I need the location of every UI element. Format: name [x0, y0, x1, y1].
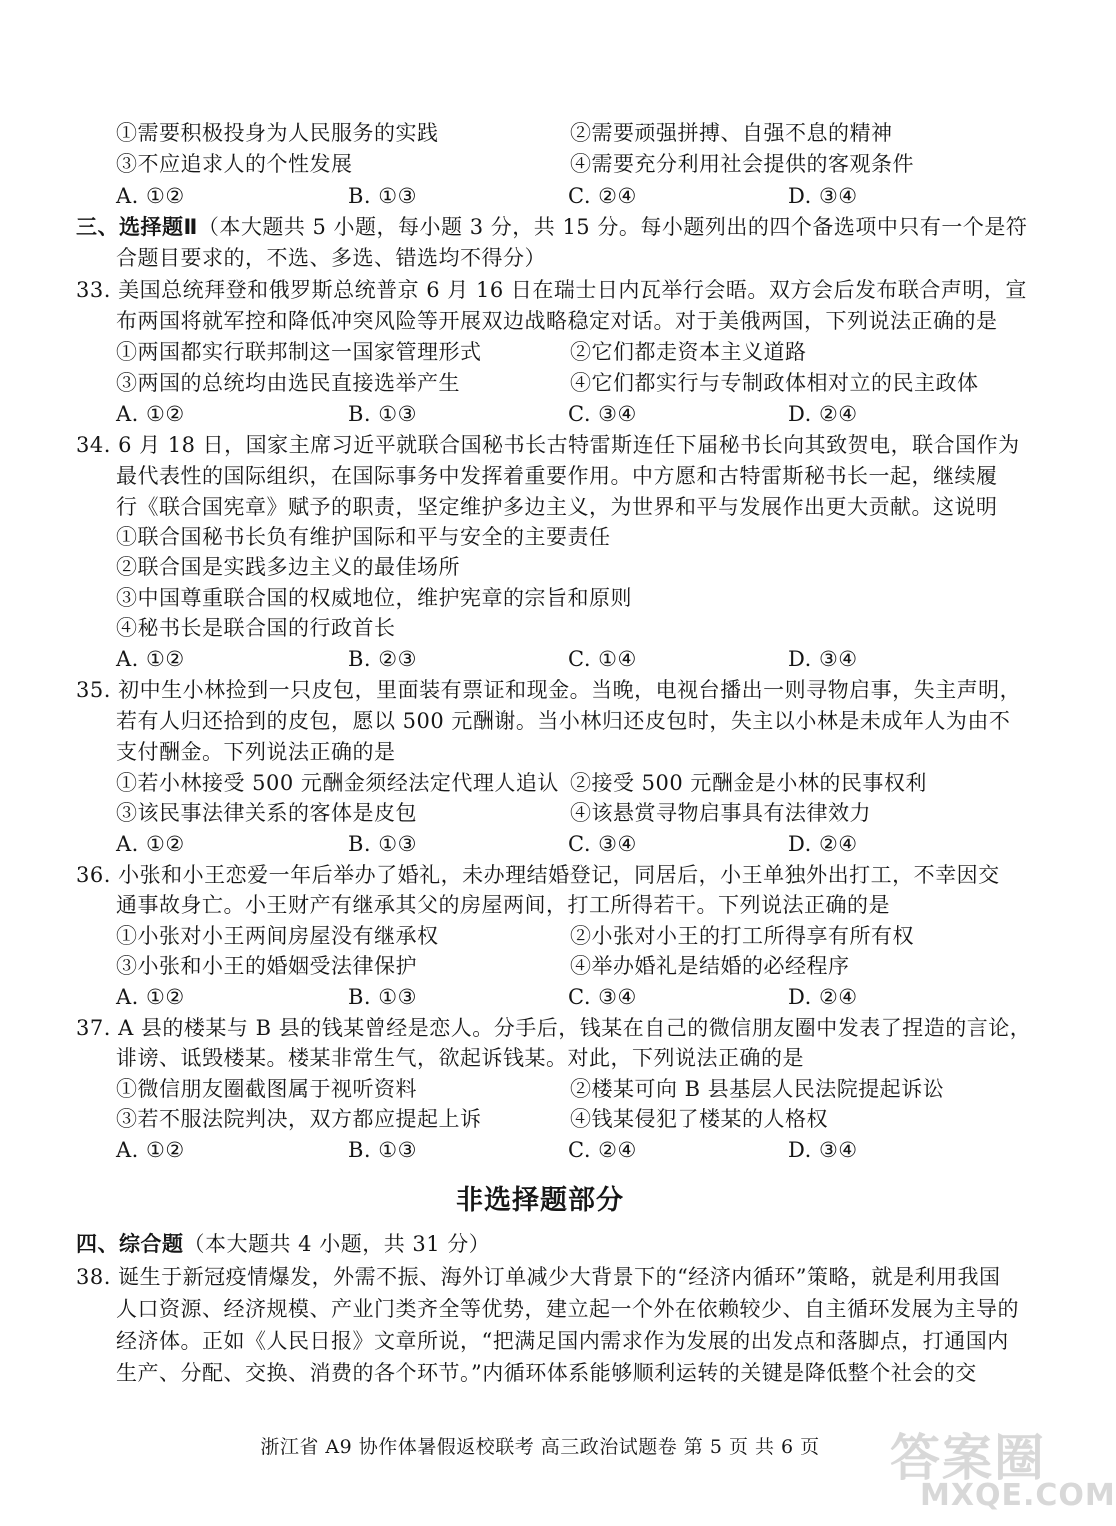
- q36-choice-d: D. ②④: [788, 985, 858, 1009]
- q33-stem: 33. 美国总统拜登和俄罗斯总统普京 6 月 16 日在瑞士日内瓦举行会晤。双方会后发布联合声明，宣: [76, 278, 1027, 302]
- q36-stem-cont: 通事故身亡。小王财产有继承其父的房屋两间，打工所得若干。下列说法正确的是: [116, 893, 890, 917]
- section-4-instructions: （本大题共 4 小题，共 31 分）: [183, 1232, 491, 1256]
- section-3-instructions: （本大题共 5 小题，每小题 3 分，共 15 分。每小题列出的四个备选项中只有一个是符: [197, 215, 1028, 239]
- q34-option-2: ②联合国是实践多边主义的最佳场所: [116, 555, 460, 579]
- q36-choice-c: C. ③④: [568, 985, 637, 1009]
- q35-stem-cont-2: 支付酬金。下列说法正确的是: [116, 740, 396, 764]
- q36-choice-a: A. ①②: [116, 985, 185, 1009]
- q35-choice-d: D. ②④: [788, 832, 858, 856]
- q34-stem: 34. 6 月 18 日，国家主席习近平就联合国秘书长古特雷斯连任下届秘书长向其致贺电，联合国作为: [76, 433, 1020, 457]
- q33-choice-c: C. ③④: [568, 402, 637, 426]
- watermark-url: MXQE.COM: [920, 1478, 1116, 1513]
- q33-choice-d: D. ②④: [788, 402, 858, 426]
- q37-stem-cont: 诽谤、诋毁楼某。楼某非常生气，欲起诉钱某。对此，下列说法正确的是: [116, 1046, 804, 1070]
- q35-option-1: ①若小林接受 500 元酬金须经法定代理人追认: [116, 771, 559, 795]
- q36-option-1: ①小张对小王两间房屋没有继承权: [116, 924, 439, 948]
- q36-option-4: ④举办婚礼是结婚的必经程序: [570, 954, 850, 978]
- q34-option-4: ④秘书长是联合国的行政首长: [116, 616, 396, 640]
- q34-choice-d: D. ③④: [788, 647, 858, 671]
- q37-choice-d: D. ③④: [788, 1138, 858, 1162]
- q35-choice-b: B. ①③: [348, 832, 417, 856]
- q38-stem-cont-3: 生产、分配、交换、消费的各个环节。”内循环体系能够顺利运转的关键是降低整个社会的交: [116, 1361, 977, 1385]
- q34-option-3: ③中国尊重联合国的权威地位，维护宪章的宗旨和原则: [116, 586, 632, 610]
- section-3-instructions-cont: 合题目要求的，不选、多选、错选均不得分）: [116, 246, 546, 270]
- q35-stem: 35. 初中生小林捡到一只皮包，里面装有票证和现金。当晚，电视台播出一则寻物启事，失主声明，: [76, 678, 1022, 702]
- option-2: ②需要顽强拼搏、自强不息的精神: [570, 121, 893, 145]
- q35-choice-a: A. ①②: [116, 832, 185, 856]
- q35-choice-c: C. ③④: [568, 832, 637, 856]
- q38-stem-cont-1: 人口资源、经济规模、产业门类齐全等优势，建立起一个外在依赖较少、自主循环发展为主导的: [116, 1297, 1019, 1321]
- q36-option-3: ③小张和小王的婚姻受法律保护: [116, 954, 417, 978]
- q33-option-2: ②它们都走资本主义道路: [570, 340, 807, 364]
- q38-stem: 38. 诞生于新冠疫情爆发，外需不振、海外订单减少大背景下的“经济内循环”策略，就是利用我国: [76, 1265, 1001, 1289]
- section-4-label: 四、综合题: [76, 1232, 184, 1256]
- section-4-heading: [76, 1229, 490, 1259]
- q37-stem: 37. A 县的楼某与 B 县的钱某曾经是恋人。分手后，钱某在自己的微信朋友圈中发表了捏造的言论，: [76, 1016, 1032, 1040]
- page-footer: 浙江省 A9 协作体暑假返校联考 高三政治试题卷 第 5 页 共 6 页: [260, 1436, 820, 1458]
- choice-d: D. ③④: [788, 184, 858, 208]
- watermark-logo: 答案圈: [890, 1429, 1046, 1487]
- q37-choice-b: B. ①③: [348, 1138, 417, 1162]
- q37-option-2: ②楼某可向 B 县基层人民法院提起诉讼: [570, 1077, 945, 1101]
- q37-option-3: ③若不服法院判决，双方都应提起上诉: [116, 1107, 482, 1131]
- q33-option-1: ①两国都实行联邦制这一国家管理形式: [116, 340, 482, 364]
- q36-choice-b: B. ①③: [348, 985, 417, 1009]
- q35-option-4: ④该悬赏寻物启事具有法律效力: [570, 801, 871, 825]
- q34-stem-cont-2: 行《联合国宪章》赋予的职责，坚定维护多边主义，为世界和平与发展作出更大贡献。这说明: [116, 495, 998, 519]
- choice-c: C. ②④: [568, 184, 637, 208]
- section-title: 非选择题部分: [456, 1185, 624, 1216]
- section-3-heading: [76, 212, 1027, 242]
- choice-a: A. ①②: [116, 184, 185, 208]
- q34-stem-cont-1: 最代表性的国际组织，在国际事务中发挥着重要作用。中方愿和古特雷斯秘书长一起，继续履: [116, 464, 998, 488]
- option-1: ①需要积极投身为人民服务的实践: [116, 121, 439, 145]
- q35-option-3: ③该民事法律关系的客体是皮包: [116, 801, 417, 825]
- choice-b: B. ①③: [348, 184, 417, 208]
- q34-option-1: ①联合国秘书长负有维护国际和平与安全的主要责任: [116, 525, 611, 549]
- q33-stem-cont: 布两国将就军控和降低冲突风险等开展双边战略稳定对话。对于美俄两国，下列说法正确的是: [116, 309, 998, 333]
- q34-choice-b: B. ②③: [348, 647, 417, 671]
- q38-stem-cont-2: 经济体。正如《人民日报》文章所说，“把满足国内需求作为发展的出发点和落脚点，打通国内: [116, 1329, 1009, 1353]
- q37-choice-a: A. ①②: [116, 1138, 185, 1162]
- q34-choice-a: A. ①②: [116, 647, 185, 671]
- q36-option-2: ②小张对小王的打工所得享有所有权: [570, 924, 914, 948]
- q35-option-2: ②接受 500 元酬金是小林的民事权利: [570, 771, 927, 795]
- q37-option-4: ④钱某侵犯了楼某的人格权: [570, 1107, 828, 1131]
- q37-choice-c: C. ②④: [568, 1138, 637, 1162]
- section-3-label: 三、选择题Ⅱ: [76, 215, 198, 239]
- q34-choice-c: C. ①④: [568, 647, 637, 671]
- option-4: ④需要充分利用社会提供的客观条件: [570, 152, 914, 176]
- q37-option-1: ①微信朋友圈截图属于视听资料: [116, 1077, 417, 1101]
- q36-stem: 36. 小张和小王恋爱一年后举办了婚礼，未办理结婚登记，同居后，小王单独外出打工，不幸因交: [76, 863, 1000, 887]
- q33-option-4: ④它们都实行与专制政体相对立的民主政体: [570, 371, 979, 395]
- q33-choice-b: B. ①③: [348, 402, 417, 426]
- option-3: ③不应追求人的个性发展: [116, 152, 353, 176]
- q33-option-3: ③两国的总统均由选民直接选举产生: [116, 371, 460, 395]
- q33-choice-a: A. ①②: [116, 402, 185, 426]
- q35-stem-cont-1: 若有人归还拾到的皮包，愿以 500 元酬谢。当小林归还皮包时，失主以小林是未成年人为由不: [116, 709, 1011, 733]
